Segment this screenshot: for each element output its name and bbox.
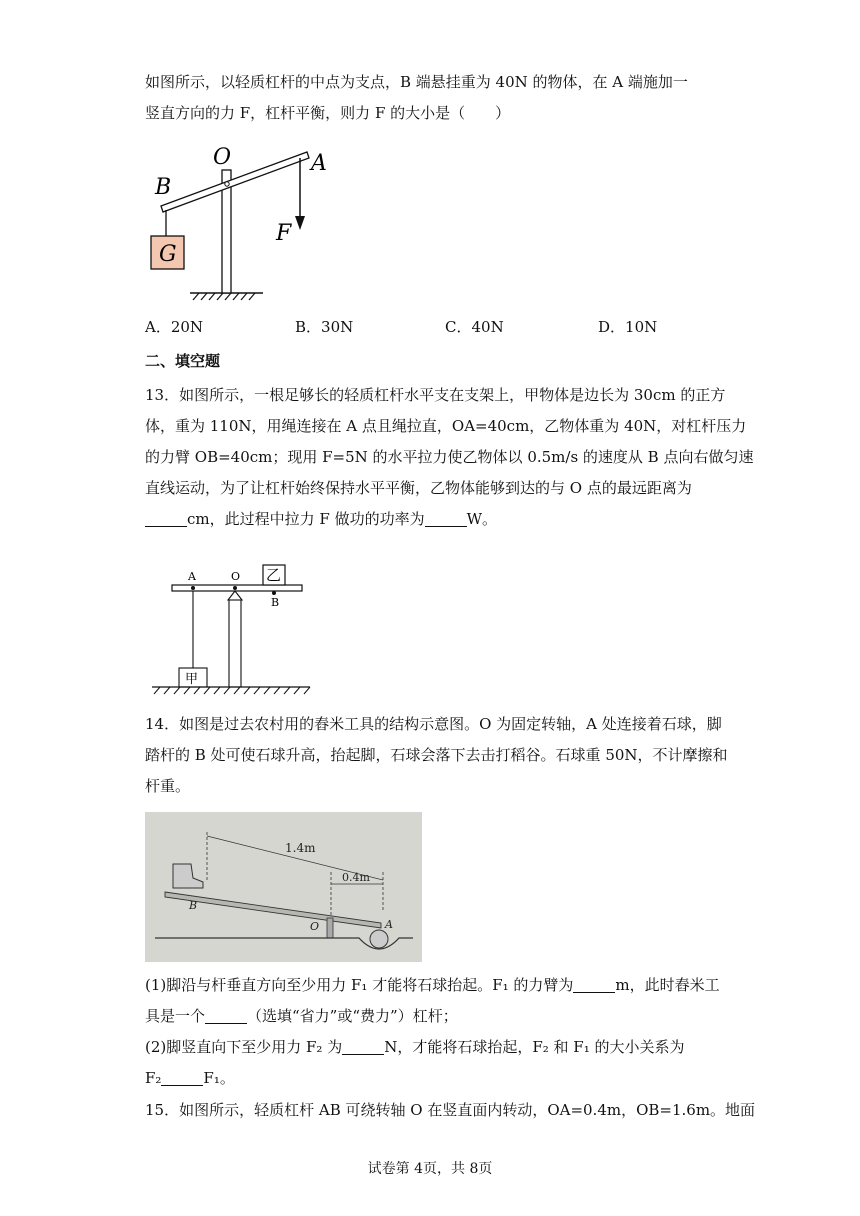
answer-blank[interactable]	[425, 510, 467, 527]
answer-blank[interactable]	[145, 510, 187, 527]
page-footer: 试卷第 4页，共 8页	[367, 1161, 493, 1177]
question-13-text	[145, 380, 754, 535]
point-label-B: B	[271, 596, 280, 609]
question-12-text	[145, 67, 715, 129]
q14-line-2: 踏杆的 B 处可使石球升高，抬起脚，石球会落下去击打稻谷。石球重 50N，不计摩擦和	[145, 746, 728, 764]
question-14-text	[145, 709, 728, 802]
option-b: B．30N	[295, 318, 354, 336]
q13-line-2: 体，重为 110N，用绳连接在 A 点且绳拉直，OA=40cm，乙物体重为 40N，对杠杆压力	[145, 417, 747, 435]
dimension-1-4m: 1.4m	[285, 841, 316, 855]
point-label-A: A	[385, 918, 393, 931]
q14-line-1: 14．如图是过去农村用的舂米工具的结构示意图。O 为固定转轴，A 处连接着石球，脚	[145, 715, 722, 733]
q12-lever-figure	[145, 140, 345, 305]
answer-blank[interactable]	[205, 1007, 247, 1024]
q14-line-3: 杆重。	[145, 777, 191, 795]
answer-blank[interactable]	[573, 976, 615, 993]
q15-line-1: 15．如图所示，轻质杠杆 AB 可绕转轴 O 在竖直面内转动，OA=0.4m，OB=1.6m。地面	[145, 1101, 756, 1119]
point-label-O: O	[231, 570, 241, 583]
q14-pestle-photo	[145, 812, 422, 962]
q12-line-2: 竖直方向的力 F，杠杆平衡，则力 F 的大小是（ ）	[145, 104, 511, 122]
point-label-B: B	[155, 175, 172, 200]
q13-line-4: 直线运动，为了让杠杆始终保持水平平衡，乙物体能够到达的与 O 点的最远距离为	[145, 479, 692, 497]
dimension-0-4m: 0.4m	[342, 871, 370, 884]
answer-blank[interactable]	[342, 1038, 384, 1055]
option-a: A．20N	[145, 318, 204, 336]
block-label-jia: 甲	[185, 672, 199, 687]
question-15-text	[145, 1095, 756, 1126]
option-d: D．10N	[598, 318, 658, 336]
q13-line-5: cm，此过程中拉力 F 做功的功率为 W。	[145, 504, 715, 535]
point-label-O: O	[310, 920, 320, 933]
q13-line-1: 13．如图所示，一根足够长的轻质杠杆水平支在支架上，甲物体是边长为 30cm 的正方	[145, 386, 726, 404]
answer-blank[interactable]	[161, 1069, 203, 1086]
q14-sub1-line-1: (1)脚沿与杆垂直方向至少用力 F₁ 才能将石球抬起。F₁ 的力臂为 m，此时舂米工	[145, 976, 720, 994]
point-label-A: A	[311, 151, 327, 176]
force-label-F: F	[276, 221, 292, 246]
q14-sub1-line-2: 具是一个 （选填“省力”或“费力”）杠杆；	[145, 1007, 458, 1025]
point-label-O: O	[213, 145, 232, 170]
point-label-B: B	[189, 899, 198, 912]
q14-sub2-line-2: F₂ F₁。	[145, 1069, 235, 1087]
point-label-A: A	[188, 570, 196, 583]
section-title: 二、填空题	[145, 352, 221, 370]
q12-line-1: 如图所示，以轻质杠杆的中点为支点，B 端悬挂重为 40N 的物体，在 A 端施加一	[145, 73, 688, 91]
q14-sub2-line-1: (2)脚竖直向下至少用力 F₂ 为 N，才能将石球抬起，F₂ 和 F₁ 的大小关系为	[145, 1038, 685, 1056]
question-14-subparts	[145, 970, 720, 1094]
option-c: C．40N	[445, 318, 504, 336]
weight-label-G: G	[159, 242, 177, 267]
block-label-yi: 乙	[266, 566, 282, 584]
q13-line-3: 的力臂 OB=40cm；现用 F=5N 的水平拉力使乙物体以 0.5m/s 的速度从 B 点向右做匀速	[145, 448, 754, 466]
q13-lever-figure	[150, 560, 320, 700]
